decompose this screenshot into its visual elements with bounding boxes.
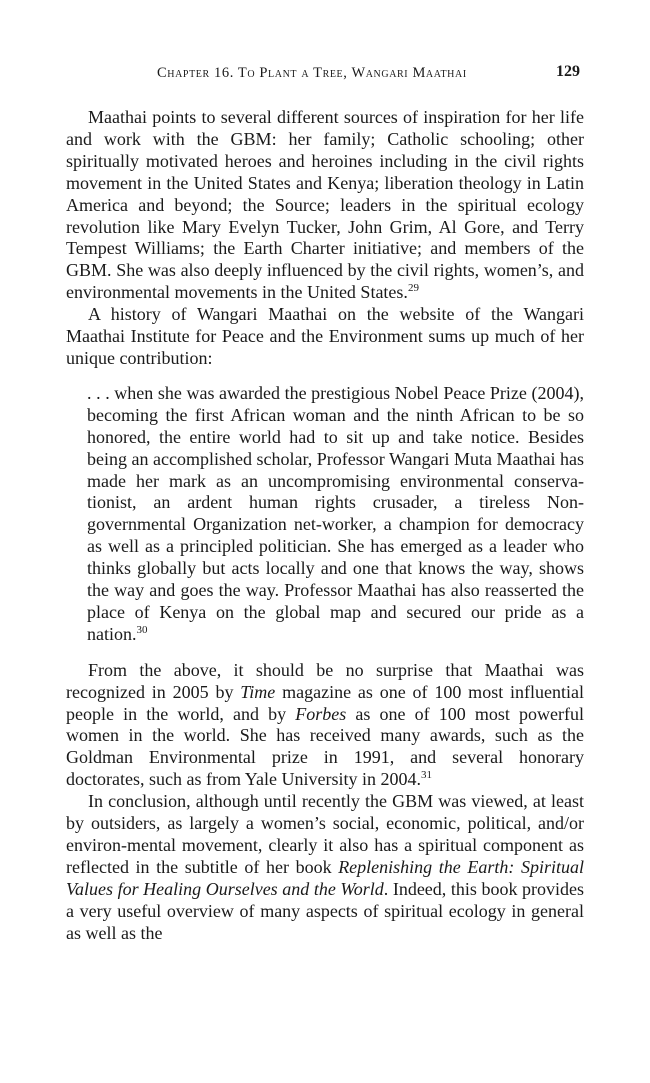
paragraph-history-intro (66, 304, 584, 370)
paragraph-text: Maathai points to several different sources of inspiration for her life and work with the GBM: her family; Catholic schooling; other spiritually motivated heroes and heroines including in the civil rights movement in the United States and Kenya; liberation theology in Latin America and beyond; the Source; leaders in the spiritual ecology revolution like Mary Evelyn Tucker, John Grim, Al Gore, and Terry Tempest Williams; the Earth Charter initiative; and members of the GBM. She was also deeply influenced by the civil rights, women’s, and environmental movements in the United States. (66, 107, 584, 303)
quote-text: . . . when she was awarded the prestigious Nobel Peace Prize (2004), becoming the first African woman and the ninth African to be so honored, the entire world had to sit up and take notice. Besides being an accomplished scholar, Professor Wangari Muta Maathai has made her mark as an uncompromising environmental conserva-tionist, an ardent human rights crusader, a tireless Non-governmental Organization net-worker, a champion for democracy as well as a principled politician. She has emerged as a leader who thinks globally but acts locally and one that knows the way, shows the way and goes the way. Professor Maathai has also reasserted the place of Kenya on the global map and secured our pride as a nation. (87, 382, 584, 644)
book-title: Replenishing the Earth: Spiritual Values for Healing Ourselves and the World (66, 856, 584, 899)
block-quote (87, 383, 584, 646)
paragraph-text: In conclusion, although until recently the GBM was viewed, at least by outsiders, as largely a women’s social, economic, political, and/or environ-mental movement, clearly it also has a spiritual component as reflected in the subtitle of her book (66, 791, 584, 877)
page-header (0, 63, 650, 87)
magazine-title-forbes: Forbes (295, 703, 347, 724)
running-head: Chapter 16. To Plant a Tree, Wangari Maathai (157, 65, 467, 81)
footnote-ref-30: 30 (136, 623, 148, 636)
paragraph-conclusion (66, 791, 584, 944)
footnote-ref-29: 29 (407, 282, 419, 295)
paragraph-sources-of-inspiration (66, 107, 584, 304)
page-number: 129 (556, 63, 580, 80)
paragraph-text: From the above, it should be no surprise that Maathai was recognized in 2005 by (66, 659, 584, 702)
paragraph-text: . Indeed, this book provides a very useful overview of many aspects of spiritual ecology in general as well as the (66, 878, 585, 943)
paragraph-recognition (66, 660, 584, 791)
footnote-ref-31: 31 (420, 769, 432, 782)
magazine-title-time: Time (240, 681, 276, 702)
paragraph-text: as one of 100 most powerful women in the world. She has received many awards, such as the Goldman Environmental prize in 1991, and several honorary doctorates, such as from Yale University in 2004. (66, 703, 584, 790)
paragraph-text: magazine as one of 100 most influential people in the world, and by (66, 681, 584, 724)
paragraph-text: A history of Wangari Maathai on the website of the Wangari Maathai Institute for Peace and the Environment sums up much of her unique contribution: (66, 304, 584, 368)
page-body (66, 107, 584, 945)
